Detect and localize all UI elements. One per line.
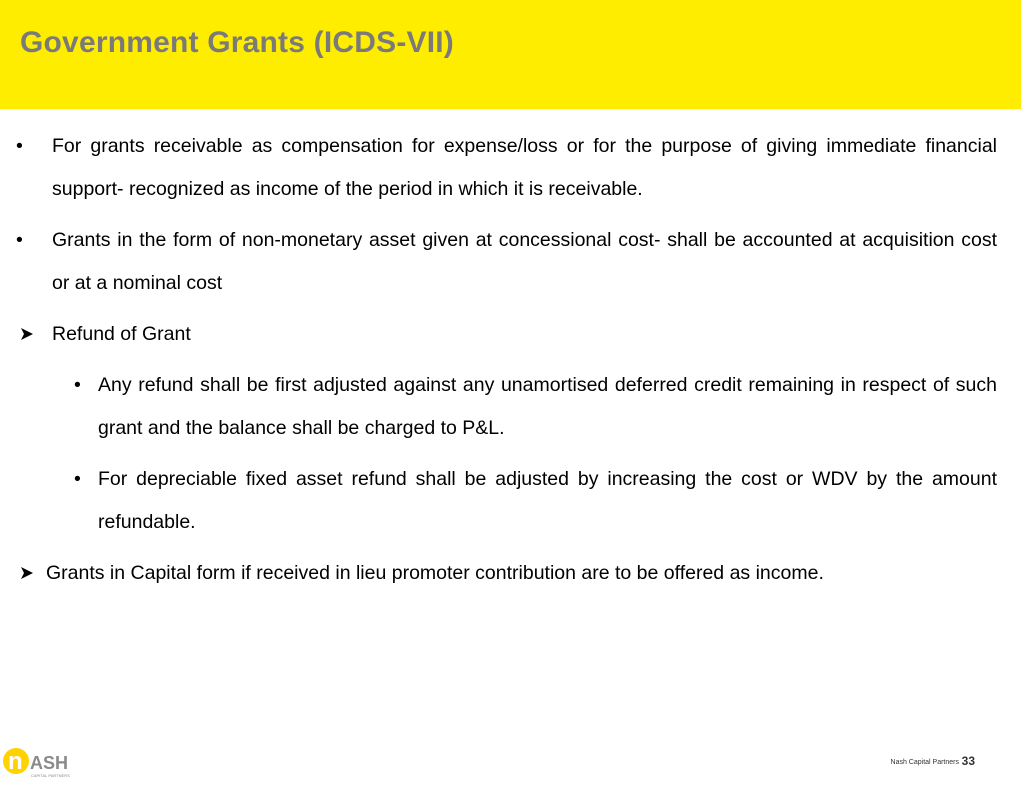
svg-text:n: n [8, 748, 23, 775]
sub-bullet-text: Any refund shall be first adjusted against any unamortised deferred credit remaining in respect of such grant and the balance shall be charged to P&L. [98, 374, 997, 439]
arrow-bullet-icon [20, 552, 34, 595]
bullet-dot-icon: • [16, 229, 23, 251]
bullet-item [16, 219, 997, 305]
bullet-item [16, 125, 997, 211]
refund-heading [52, 313, 997, 356]
bullet-dot-icon: • [74, 374, 81, 396]
slide-content [0, 125, 1021, 595]
sub-bullet-text: For depreciable fixed asset refund shall be adjusted by increasing the cost or WDV by the amount refundable. [98, 468, 997, 533]
page-number: 33 [961, 754, 975, 768]
nash-logo [0, 741, 90, 781]
svg-text:CAPITAL PARTNERS: CAPITAL PARTNERS [31, 773, 70, 778]
refund-heading-text: Refund of Grant [52, 323, 191, 345]
title-bar [0, 0, 1021, 109]
bullet-dot-icon: • [74, 468, 81, 490]
capital-point-text: Grants in Capital form if received in lieu promoter contribution are to be offered as income. [46, 562, 824, 584]
footer-credit: Nash Capital Partners [890, 759, 959, 766]
bullet-text: Grants in the form of non-monetary asset given at concessional cost- shall be accounted at acquisition cost or at a nominal cost [52, 229, 997, 294]
svg-text:ASH: ASH [30, 753, 69, 773]
slide-title: Government Grants (ICDS-VII) [20, 26, 454, 59]
bullet-text: For grants receivable as compensation for expense/loss or for the purpose of giving immediate financial support- recognized as income of the period in which it is receivable. [52, 135, 997, 200]
sub-bullet-item [74, 458, 997, 544]
capital-point [46, 552, 997, 595]
sub-bullet-item [74, 364, 997, 450]
bullet-dot-icon: • [16, 135, 23, 157]
arrow-bullet-icon [20, 313, 34, 356]
